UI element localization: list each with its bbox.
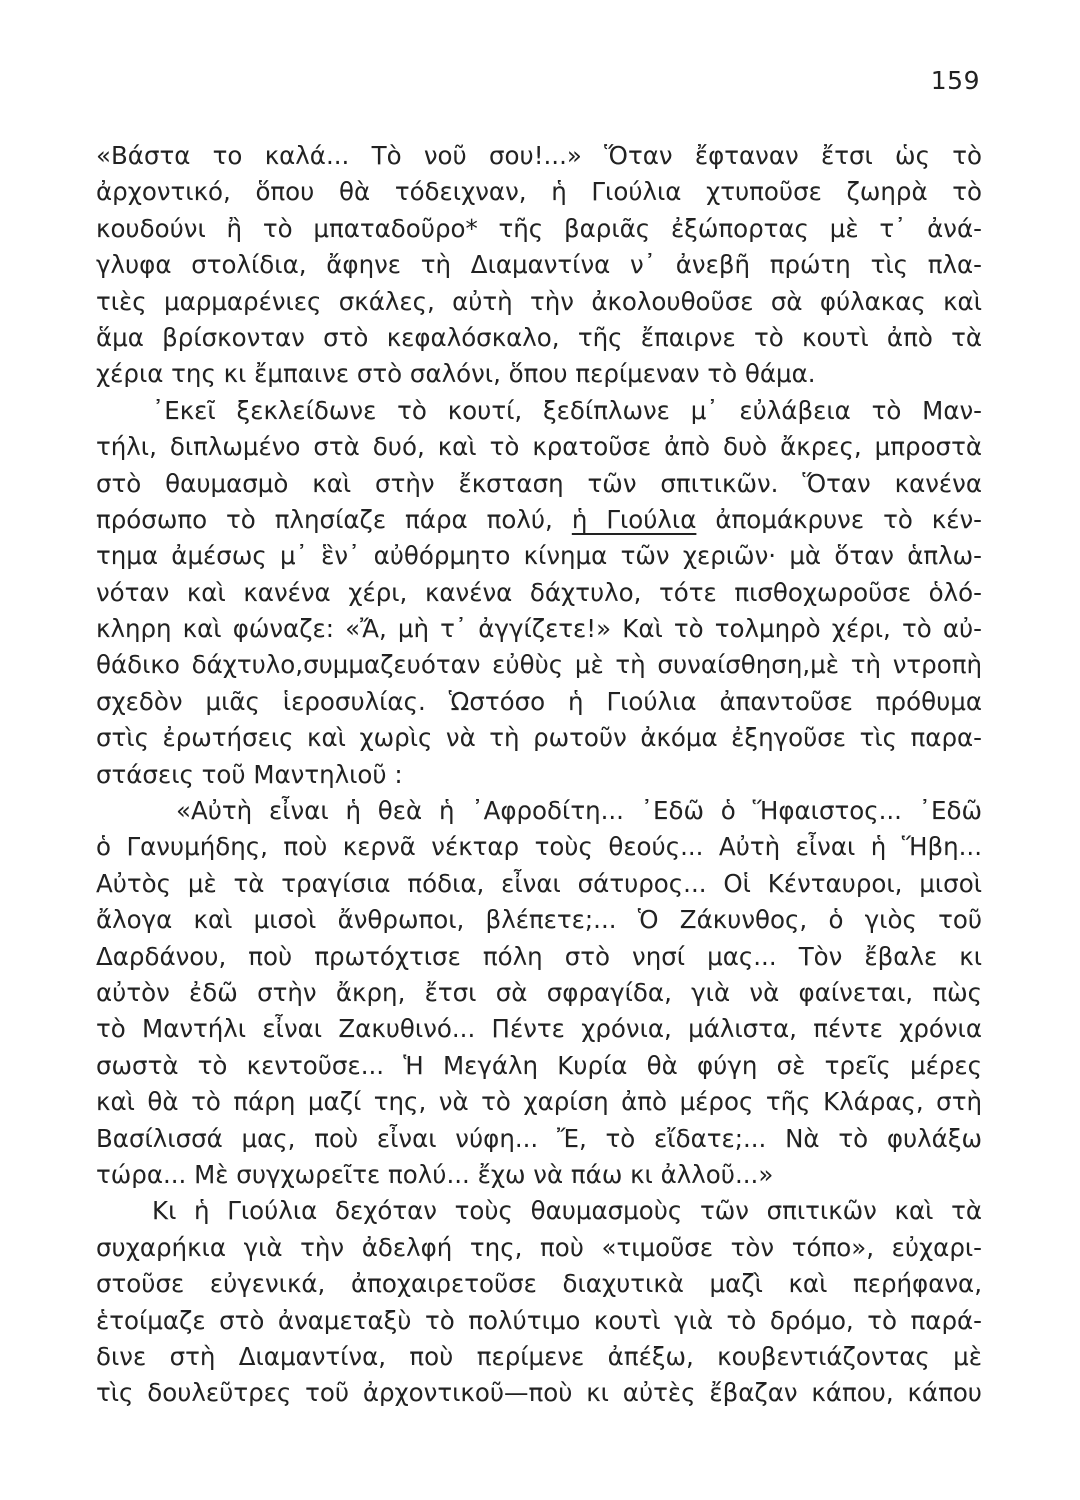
text-line: Κι ἡ Γιούλια δεχόταν τοὺς θαυμασμοὺς τῶν σπιτικῶν καὶ τὰ: [152, 1196, 982, 1226]
text-line: ὁ Γανυμήδης, ποὺ κερνᾶ νέκταρ τοὺς θεούς... Αὐτὴ εἶναι ἡ Ἥβη...: [96, 832, 982, 862]
text-line: τώρα... Μὲ συγχωρεῖτε πολύ... ἔχω νὰ πάω κι ἀλλοῦ...»: [96, 1159, 774, 1189]
underlined-phrase: ἡ Γιούλια: [571, 504, 697, 534]
text-line: στὸ θαυμασμὸ καὶ στὴν ἔκσταση τῶν σπιτικῶν. Ὅταν κανένα: [96, 468, 982, 498]
text-line: στὶς ἐρωτήσεις καὶ χωρὶς νὰ τὴ ρωτοῦν ἀκόμα ἐξηγοῦσε τὶς παρα-: [96, 723, 982, 753]
text-line: σχεδὸν μιᾶς ἱεροσυλίας. Ὡστόσο ἡ Γιούλια ἀπαντοῦσε πρόθυμα: [96, 686, 982, 716]
text-line: τημα ἀμέσως μ᾿ ἓν᾿ αὐθόρμητο κίνημα τῶν χεριῶν· μὰ ὅταν ἁπλω-: [96, 541, 982, 571]
body-text: [96, 138, 982, 1412]
text-line: κληρη καὶ φώναζε: «Ἄ, μὴ τ᾿ ἀγγίζετε!» Καὶ τὸ τολμηρὸ χέρι, τὸ αὐ-: [96, 614, 982, 644]
text-line: Δαρδάνου, ποὺ πρωτόχτισε πόλη στὸ νησί μας... Τὸν ἔβαλε κι: [96, 941, 982, 971]
text-line: τιὲς μαρμαρένιες σκάλες, αὐτὴ τὴν ἀκολουθοῦσε σὰ φύλακας καὶ: [96, 286, 982, 316]
text-line: δινε στὴ Διαμαντίνα, ποὺ περίμενε ἀπέξω, κουβεντιάζοντας μὲ: [96, 1341, 982, 1371]
text-segment: ἀπομάκρυνε τὸ κέν-: [715, 504, 982, 534]
text-line: χέρια της κι ἔμπαινε στὸ σαλόνι, ὅπου περίμεναν τὸ θάμα.: [96, 359, 816, 389]
text-line-underlined: [96, 502, 982, 538]
text-line: ἅμα βρίσκονταν στὸ κεφαλόσκαλο, τῆς ἔπαιρνε τὸ κουτὶ ἀπὸ τὰ: [96, 322, 982, 352]
text-line: στάσεις τοῦ Μαντηλιοῦ :: [96, 759, 403, 789]
text-line: ἀρχοντικό, ὅπου θὰ τόδειχναν, ἡ Γιούλια χτυποῦσε ζωηρὰ τὸ: [96, 177, 982, 207]
text-line: σωστὰ τὸ κεντοῦσε... Ἡ Μεγάλη Κυρία θὰ φύγη σὲ τρεῖς μέρες: [96, 1050, 982, 1080]
text-line: «Βάστα το καλά... Τὸ νοῦ σου!...» Ὅταν ἔφταναν ἔτσι ὡς τὸ: [96, 141, 982, 170]
text-line: κουδούνι ἢ τὸ μπαταδοῦρο* τῆς βαριᾶς ἐξώπορτας μὲ τ᾿ ἀνά-: [96, 213, 982, 243]
text-line: στοῦσε εὐγενικά, ἀποχαιρετοῦσε διαχυτικὰ μαζὶ καὶ περήφανα,: [96, 1269, 982, 1299]
text-line: τὶς δουλεῦτρες τοῦ ἀρχοντικοῦ—ποὺ κι αὐτὲς ἔβαζαν κάπου, κάπου: [96, 1378, 982, 1408]
text-line: γλυφα στολίδια, ἄφηνε τὴ Διαμαντίνα ν᾿ ἀνεβῆ πρώτη τὶς πλα-: [96, 250, 982, 280]
text-line: «Αὐτὴ εἶναι ἡ θεὰ ἡ ᾿Αφροδίτη... ᾿Εδῶ ὁ Ἥφαιστος... ᾿Εδῶ: [176, 796, 982, 826]
text-line: θάδικο δάχτυλο,συμμαζευόταν εὐθὺς μὲ τὴ συναίσθηση,μὲ τὴ ντροπὴ: [96, 650, 982, 680]
text-line: ᾿Εκεῖ ξεκλείδωνε τὸ κουτί, ξεδίπλωνε μ᾿ εὐλάβεια τὸ Μαν-: [152, 395, 982, 425]
text-line: Αὐτὸς μὲ τὰ τραγίσια πόδια, εἶναι σάτυρος... Οἱ Κένταυροι, μισοὶ: [96, 868, 982, 898]
text-line: τήλι, διπλωμένο στὰ δυό, καὶ τὸ κρατοῦσε ἀπὸ δυὸ ἄκρες, μπροστὰ: [96, 432, 982, 462]
text-line: αὐτὸν ἐδῶ στὴν ἄκρη, ἔτσι σὰ σφραγίδα, γιὰ νὰ φαίνεται, πὼς: [96, 977, 982, 1007]
page-number: 159: [930, 66, 980, 95]
text-line: ἄλογα καὶ μισοὶ ἄνθρωποι, βλέπετε;... Ὁ Ζάκυνθος, ὁ γιὸς τοῦ: [96, 905, 982, 935]
text-line: τὸ Μαντήλι εἶναι Ζακυθινό... Πέντε χρόνια, μάλιστα, πέντε χρόνια: [96, 1014, 982, 1044]
text-line: ἑτοίμαζε στὸ ἀναμεταξὺ τὸ πολύτιμο κουτὶ γιὰ τὸ δρόμο, τὸ παρά-: [96, 1305, 982, 1335]
text-line: Βασίλισσά μας, ποὺ εἶναι νύφη... Ἔ, τὸ εἴδατε;... Νὰ τὸ φυλάξω: [96, 1123, 982, 1153]
text-line: συχαρήκια γιὰ τὴν ἀδελφή της, ποὺ «τιμοῦσε τὸν τόπο», εὐχαρι-: [96, 1232, 982, 1262]
text-line: νόταν καὶ κανένα χέρι, κανένα δάχτυλο, τότε πισθοχωροῦσε ὁλό-: [96, 577, 982, 607]
text-segment: πρόσωπο τὸ πλησίαζε πάρα πολύ,: [96, 504, 553, 534]
text-line: καὶ θὰ τὸ πάρη μαζί της, νὰ τὸ χαρίση ἀπὸ μέρος τῆς Κλάρας, στὴ: [96, 1087, 982, 1117]
